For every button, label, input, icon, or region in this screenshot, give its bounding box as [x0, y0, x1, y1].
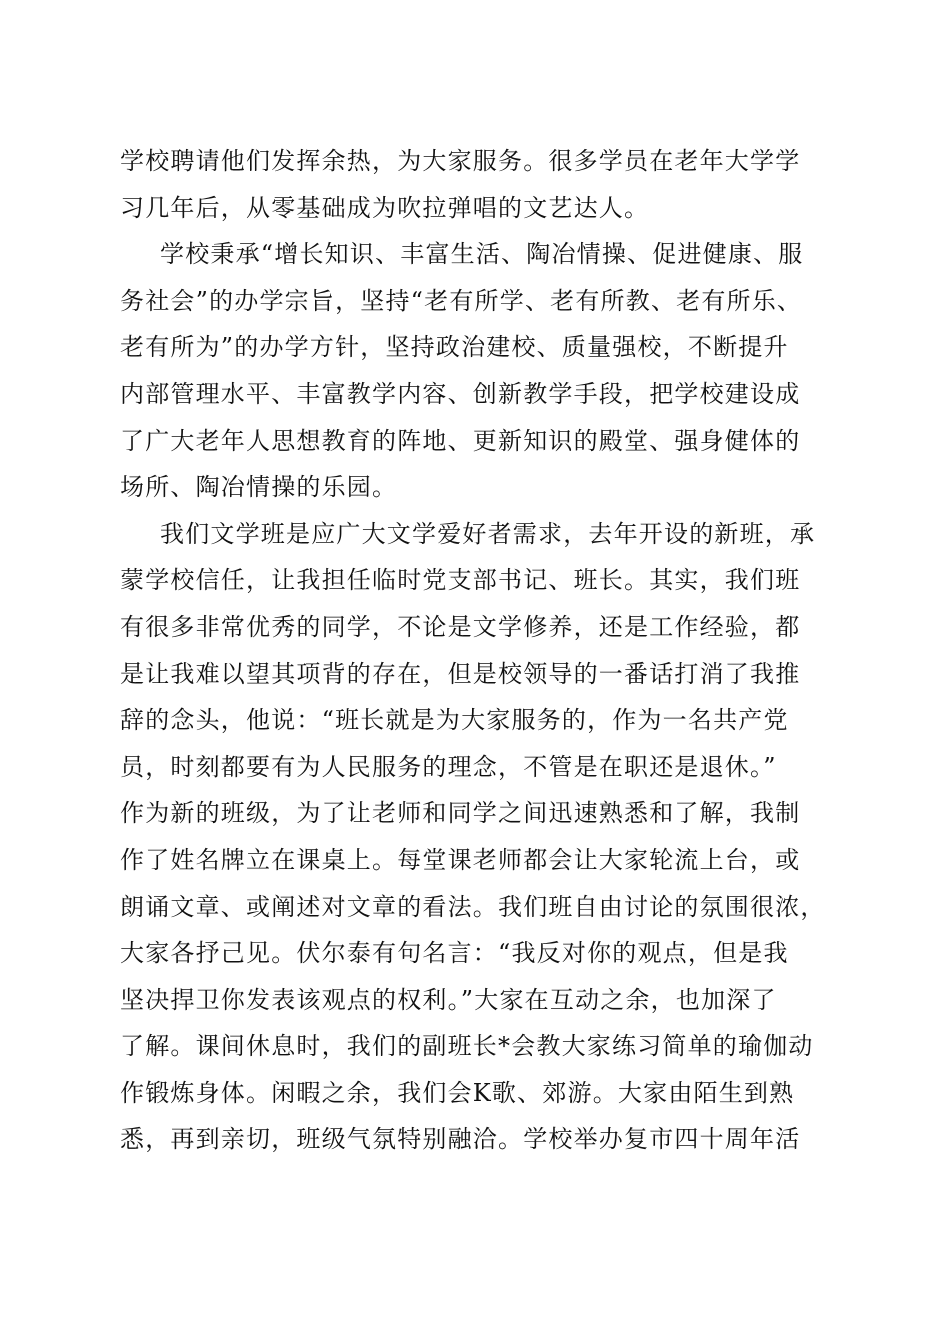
text-line: 坚决捍卫你发表该观点的权利。”大家在互动之余，也加深了 — [120, 985, 777, 1014]
text-line: 习几年后，从零基础成为吹拉弹唱的文艺达人。 — [120, 193, 650, 222]
text-line: 有很多非常优秀的同学，不论是文学修养，还是工作经验，都 — [120, 612, 801, 641]
text-line: 作为新的班级，为了让老师和同学之间迅速熟悉和了解，我制 — [120, 799, 801, 828]
text-line: 辞的念头，他说：“班长就是为大家服务的，作为一名共产党 — [120, 706, 789, 735]
paragraph-start-line: 我们文学班是应广大文学爱好者需求，去年开设的新班，承 — [160, 519, 816, 548]
text-line: 了广大老年人思想教育的阵地、更新知识的殿堂、强身健体的 — [120, 426, 801, 455]
text-line: 学校聘请他们发挥余热，为大家服务。很多学员在老年大学学 — [120, 147, 801, 175]
text-line: 内部管理水平、丰富教学内容、创新教学手段，把学校建设成 — [120, 379, 801, 408]
text-line: 蒙学校信任，让我担任临时党支部书记、班长。其实，我们班 — [120, 566, 801, 595]
text-line: 作锻炼身体。闲暇之余，我们会K歌、郊游。大家由陌生到熟 — [120, 1078, 795, 1107]
text-line: 场所、陶冶情操的乐园。 — [120, 473, 398, 502]
text-line: 朗诵文章、或阐述对文章的看法。我们班自由讨论的氛围很浓， — [120, 892, 826, 921]
text-line: 作了姓名牌立在课桌上。每堂课老师都会让大家轮流上台，或 — [120, 845, 801, 874]
paragraph-start-line: 学校秉承“增长知识、丰富生活、陶冶情操、促进健康、服 — [160, 240, 804, 269]
body-text — [120, 138, 830, 1163]
text-line: 大家各抒己见。伏尔泰有句名言：“我反对你的观点，但是我 — [120, 939, 789, 968]
text-line: 悉，再到亲切，班级气氛特别融洽。学校举办复市四十周年活 — [120, 1125, 801, 1154]
text-line: 了解。课间休息时，我们的副班长*会教大家练习简单的瑜伽动 — [120, 1032, 814, 1061]
text-line: 老有所为”的办学方针，坚持政治建校、质量强校，不断提升 — [120, 333, 789, 362]
text-line: 务社会”的办学宗旨，坚持“老有所学、老有所教、老有所乐、 — [120, 286, 803, 315]
text-line: 是让我难以望其项背的存在，但是校领导的一番话打消了我推 — [120, 659, 801, 688]
text-line: 员，时刻都要有为人民服务的理念，不管是在职还是退休。” — [120, 752, 777, 781]
